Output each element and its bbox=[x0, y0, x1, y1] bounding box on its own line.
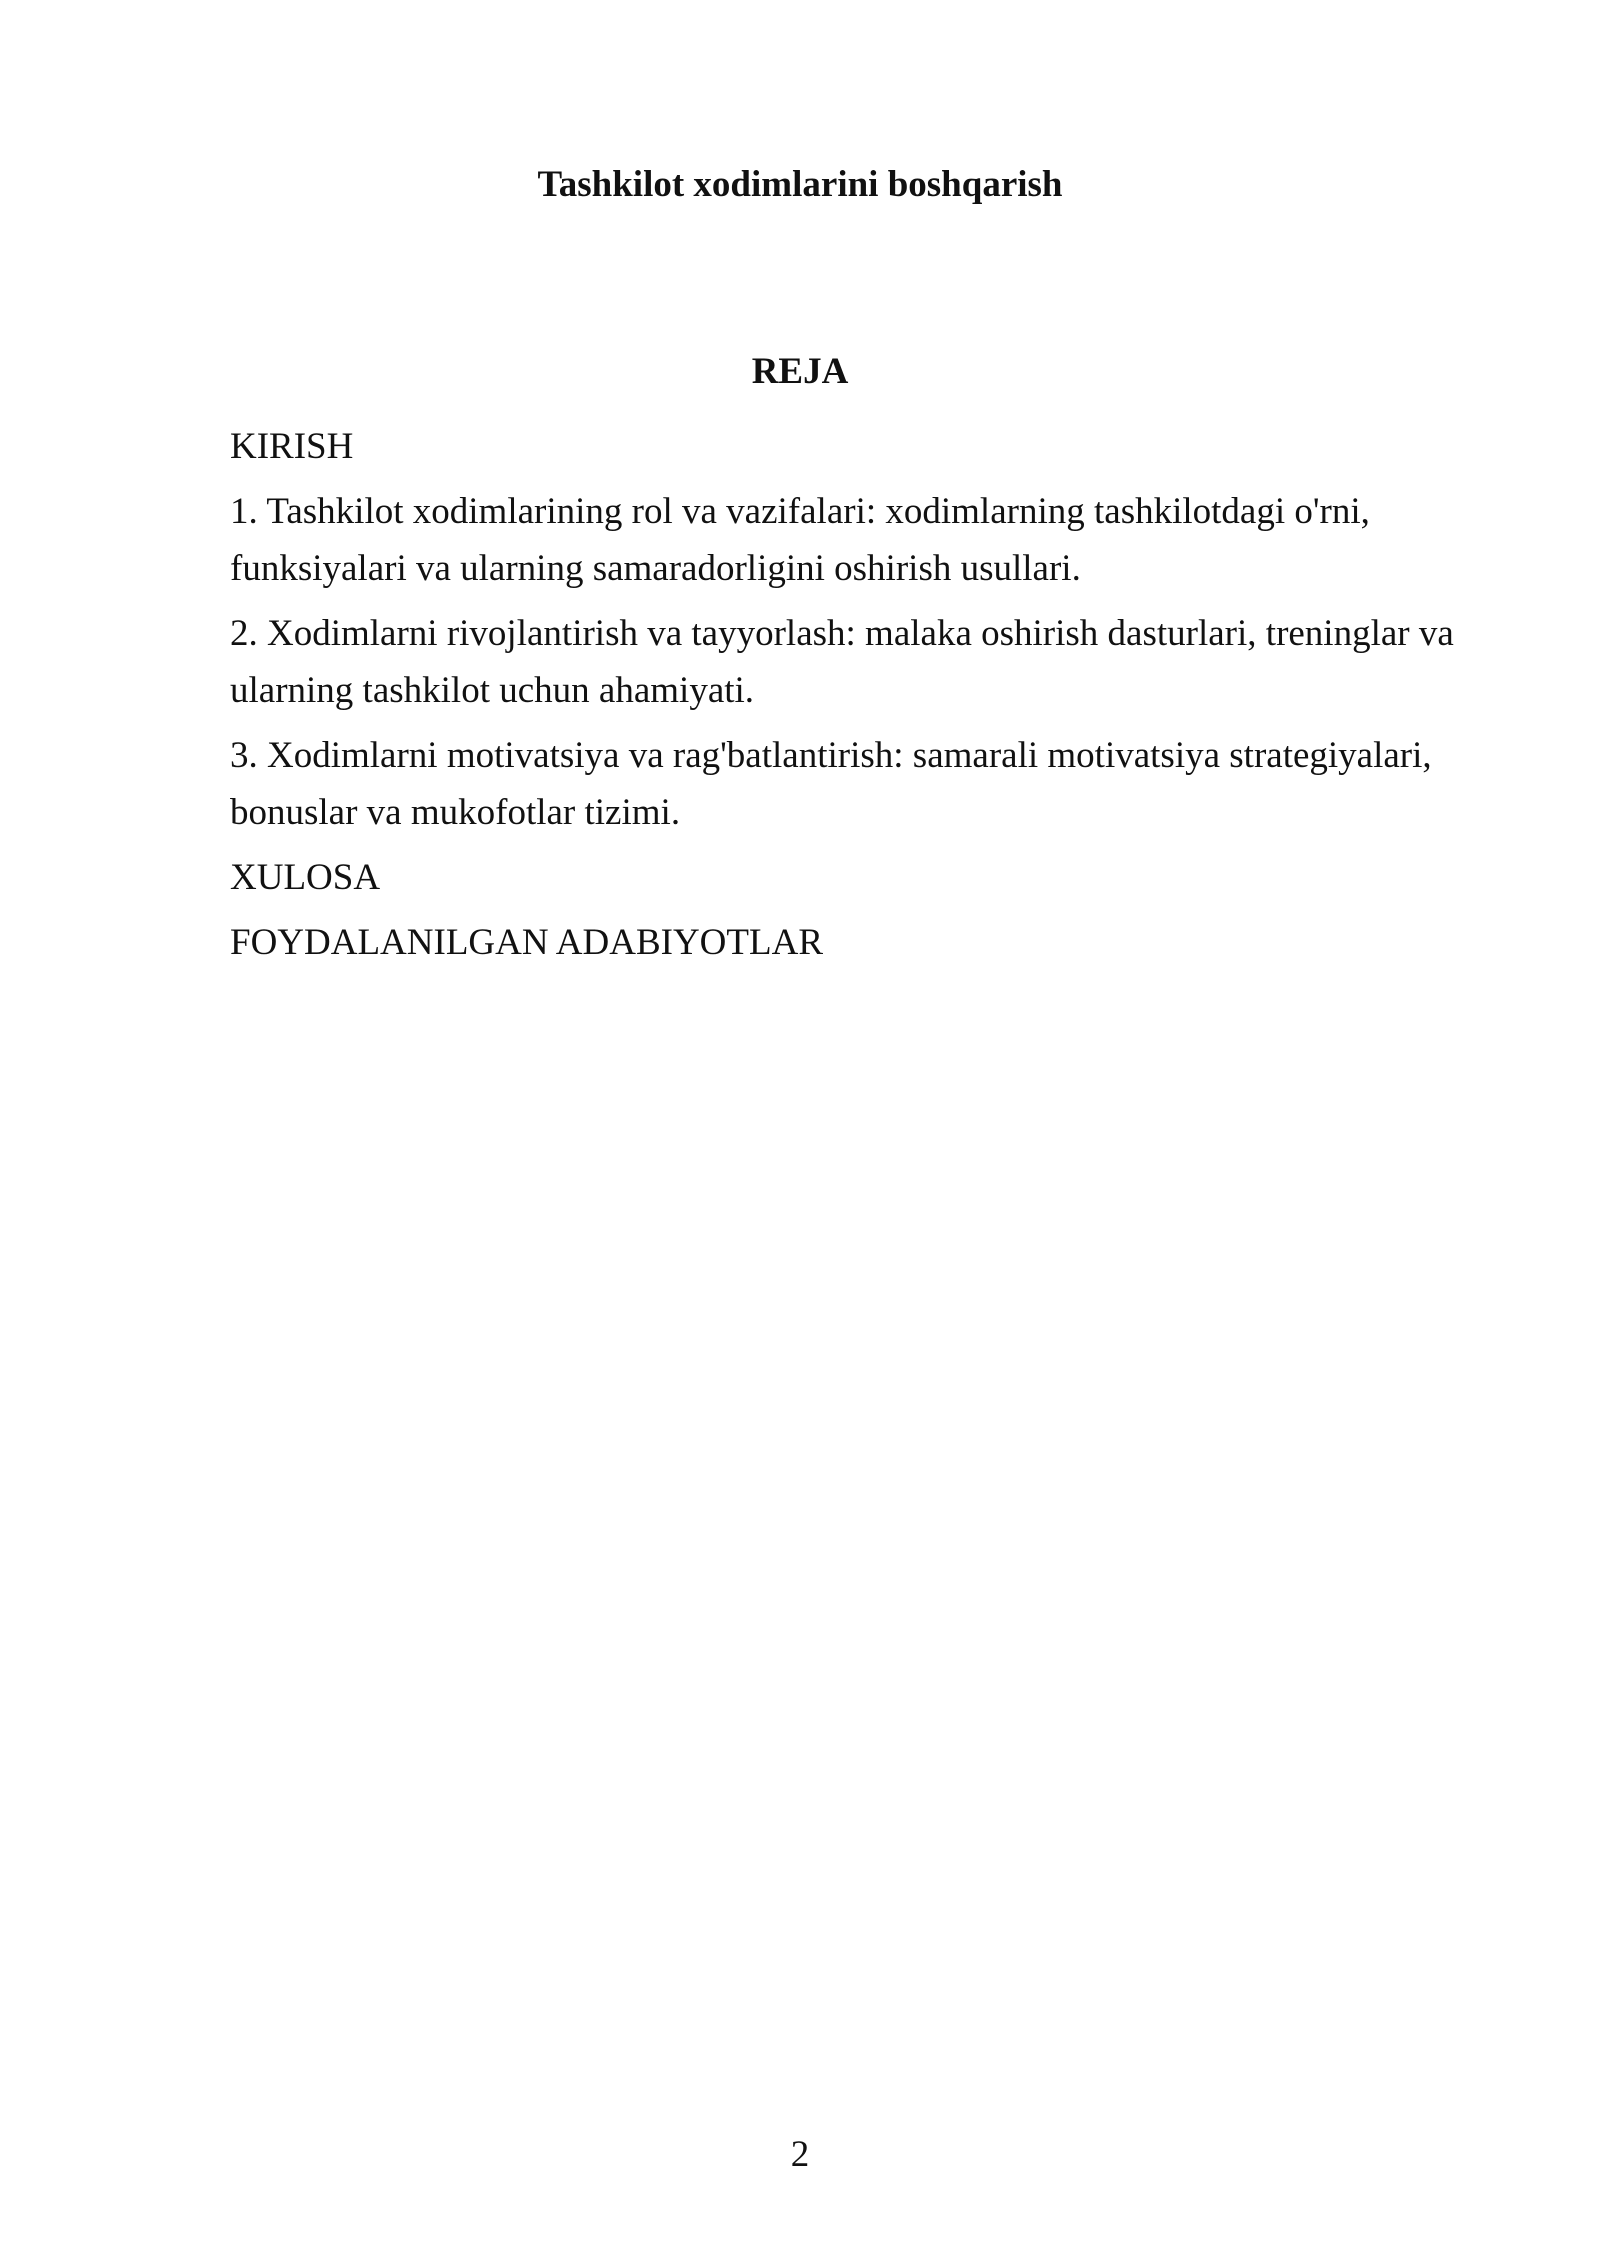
plan-list bbox=[230, 418, 1530, 979]
plan-item-1: 1. Tashkilot xodimlarining rol va vazifalari: xodimlarning tashkilotdagi o'rni, funksiyalari va ularning samaradorligini oshirish usullari. bbox=[230, 491, 1370, 589]
document-title: Tashkilot xodimlarini boshqarish bbox=[537, 164, 1063, 205]
page-number: 2 bbox=[790, 2134, 810, 2175]
plan-heading: REJA bbox=[751, 351, 849, 392]
plan-item-introduction: KIRISH bbox=[230, 426, 354, 467]
plan-item-references: FOYDALANILGAN ADABIYOTLAR bbox=[230, 922, 823, 963]
plan-item-2: 2. Xodimlarni rivojlantirish va tayyorlash: malaka oshirish dasturlari, treninglar va ularning tashkilot uchun ahamiyati. bbox=[230, 613, 1454, 711]
plan-item-conclusion: XULOSA bbox=[230, 857, 381, 898]
plan-item-3: 3. Xodimlarni motivatsiya va rag'batlantirish: samarali motivatsiya strategiyalari, bonuslar va mukofotlar tizimi. bbox=[230, 735, 1432, 833]
